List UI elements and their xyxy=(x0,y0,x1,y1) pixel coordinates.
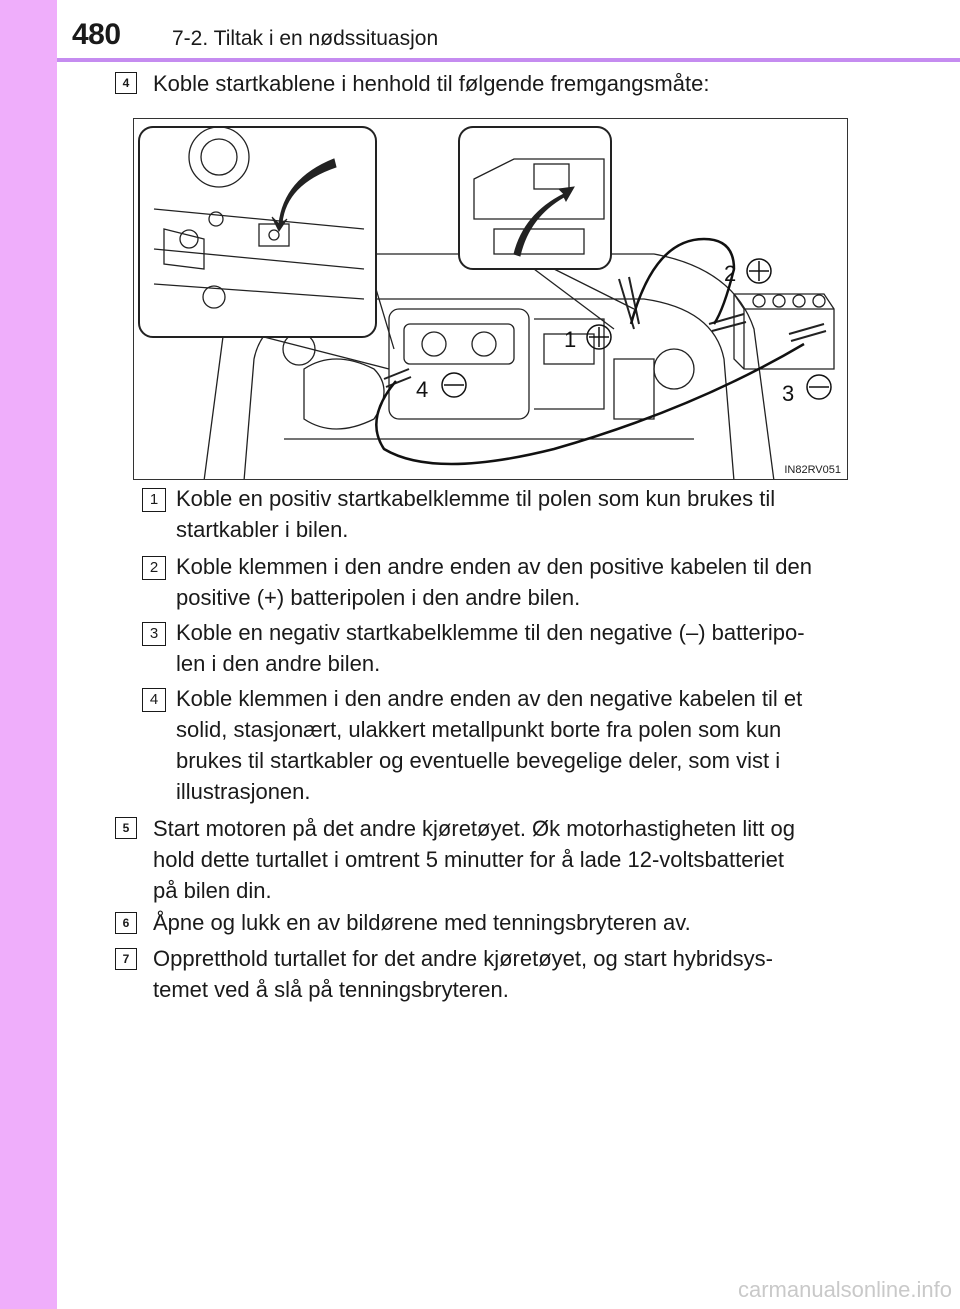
substep-1-line-1: Koble en positiv startkabelklemme til polen som kun brukes til xyxy=(176,486,776,511)
jump-start-illustration xyxy=(133,118,848,480)
substep-3-line-2: len i den andre bilen. xyxy=(176,651,381,676)
callout-3: 3 xyxy=(782,381,795,406)
step-7-line-1: Oppretthold turtallet for det andre kjøretøyet, og start hybridsys- xyxy=(153,946,773,971)
watermark: carmanualsonline.info xyxy=(737,1277,952,1302)
substep-4-line-1: Koble klemmen i den andre enden av den negative kabelen til et xyxy=(176,686,803,711)
substep-3-line-1: Koble en negativ startkabelklemme til den negative (–) batteripo- xyxy=(176,620,805,645)
engine-bay-drawing xyxy=(134,119,848,480)
step-badge-6: 6 xyxy=(115,912,137,934)
figure-code: IN82RV051 xyxy=(784,464,841,476)
substep-2-line-2: positive (+) batteripolen i den andre bilen. xyxy=(176,585,581,610)
step-5-line-2: hold dette turtallet i omtrent 5 minutter for å lade 12-voltsbatteriet xyxy=(153,847,784,872)
callout-1: 1 xyxy=(564,327,577,352)
callout-2: 2 xyxy=(724,261,737,286)
step-4-text: Koble startkablene i henhold til følgende fremgangsmåte: xyxy=(153,71,710,96)
step-7-line-2: temet ved å slå på tenningsbryteren. xyxy=(153,977,509,1002)
step-badge-7: 7 xyxy=(115,948,137,970)
step-5-line-1: Start motoren på det andre kjøretøyet. Øk motorhastigheten litt og xyxy=(153,816,795,841)
callout-4: 4 xyxy=(416,377,429,402)
substep-4-line-4: illustrasjonen. xyxy=(176,779,311,804)
step-5-line-3: på bilen din. xyxy=(153,878,272,903)
section-title: 7-2. Tiltak i en nødssituasjon xyxy=(172,27,439,50)
substep-4-line-3: brukes til startkabler og eventuelle bevegelige deler, som vist i xyxy=(176,748,781,773)
step-badge-5: 5 xyxy=(115,817,137,839)
header-rule xyxy=(57,58,960,62)
substep-badge-3: 3 xyxy=(142,622,166,646)
substep-2-line-1: Koble klemmen i den andre enden av den positive kabelen til den xyxy=(176,554,812,579)
substep-badge-2: 2 xyxy=(142,556,166,580)
substep-4-line-2: solid, stasjonært, ulakkert metallpunkt borte fra polen som kun xyxy=(176,717,782,742)
page-number: 480 xyxy=(72,18,121,51)
substep-badge-1: 1 xyxy=(142,488,166,512)
substep-1-line-2: startkabler i bilen. xyxy=(176,517,349,542)
substep-badge-4: 4 xyxy=(142,688,166,712)
step-6-text: Åpne og lukk en av bildørene med tenningsbryteren av. xyxy=(153,910,691,935)
side-tab xyxy=(0,0,57,1309)
step-badge-4: 4 xyxy=(115,72,137,94)
